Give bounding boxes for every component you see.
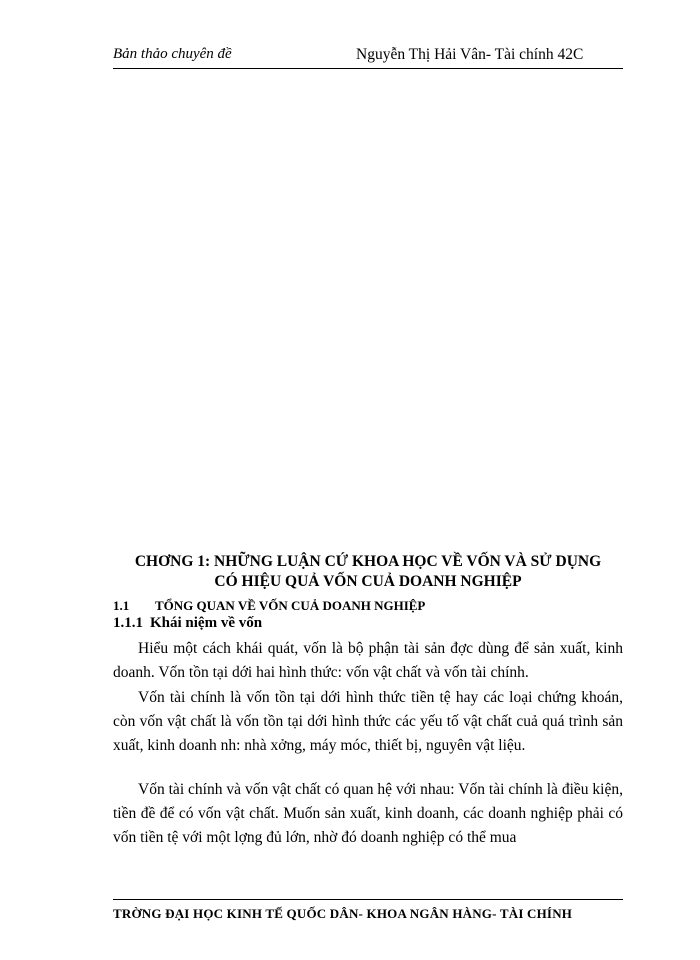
body-paragraph-2 bbox=[113, 686, 623, 758]
section-heading-1-1-1 bbox=[113, 615, 262, 632]
page-header bbox=[113, 44, 623, 69]
section-number: 1.1 bbox=[113, 598, 130, 613]
header-author: Nguyễn Thị Hải Vân- Tài chính 42C bbox=[356, 46, 584, 63]
subsection-number: 1.1.1 bbox=[113, 615, 143, 631]
chapter-title-line-1: CHƠNG 1: NHỮNG LUẬN CỨ KHOA HỌC VỀ VỐN VÀ SỬ DỤNG bbox=[134, 553, 602, 570]
footer-institution: TRỜNG ĐẠI HỌC KINH TẾ QUỐC DÂN- KHOA NGÂN HÀNG- TÀI CHÍNH bbox=[113, 906, 573, 921]
paragraph-text: Hiểu một cách khái quát, vốn là bộ phận tài sản đợc dùng để sản xuất, kinh doanh. Vốn tồn tại dới hai hình thức: vốn vật chất và vốn tài chính. bbox=[113, 640, 623, 681]
section-heading-1-1 bbox=[113, 598, 425, 614]
paragraph-text: Vốn tài chính là vốn tồn tại dới hình thức tiền tệ hay các loại chứng khoán, còn vốn vật chất là vốn tồn tại dới hình thức các yếu tố vật chất cuả quá trình sản xuất, kinh doanh nh: nhà xởng, máy móc, thiết bị, nguyên vật liệu. bbox=[113, 689, 623, 754]
chapter-title bbox=[113, 552, 623, 592]
chapter-title-line-2: CÓ HIỆU QUẢ VỐN CUẢ DOANH NGHIỆP bbox=[214, 573, 522, 590]
body-paragraph-1 bbox=[113, 637, 623, 685]
paragraph-text: Vốn tài chính và vốn vật chất có quan hệ với nhau: Vốn tài chính là điều kiện, tiền đề để có vốn vật chất. Muốn sản xuất, kinh doanh, các doanh nghiệp phải có vốn tiền tệ với một lợng đủ lớn, nhờ đó doanh nghiệp có thể mua bbox=[113, 781, 623, 846]
subsection-title: Khái niệm về vốn bbox=[150, 615, 263, 631]
page-footer bbox=[113, 899, 623, 928]
body-paragraph-3 bbox=[113, 778, 623, 850]
section-title: TỔNG QUAN VỀ VỐN CUẢ DOANH NGHIỆP bbox=[155, 598, 426, 613]
header-document-type: Bản thảo chuyên đề bbox=[113, 46, 232, 62]
